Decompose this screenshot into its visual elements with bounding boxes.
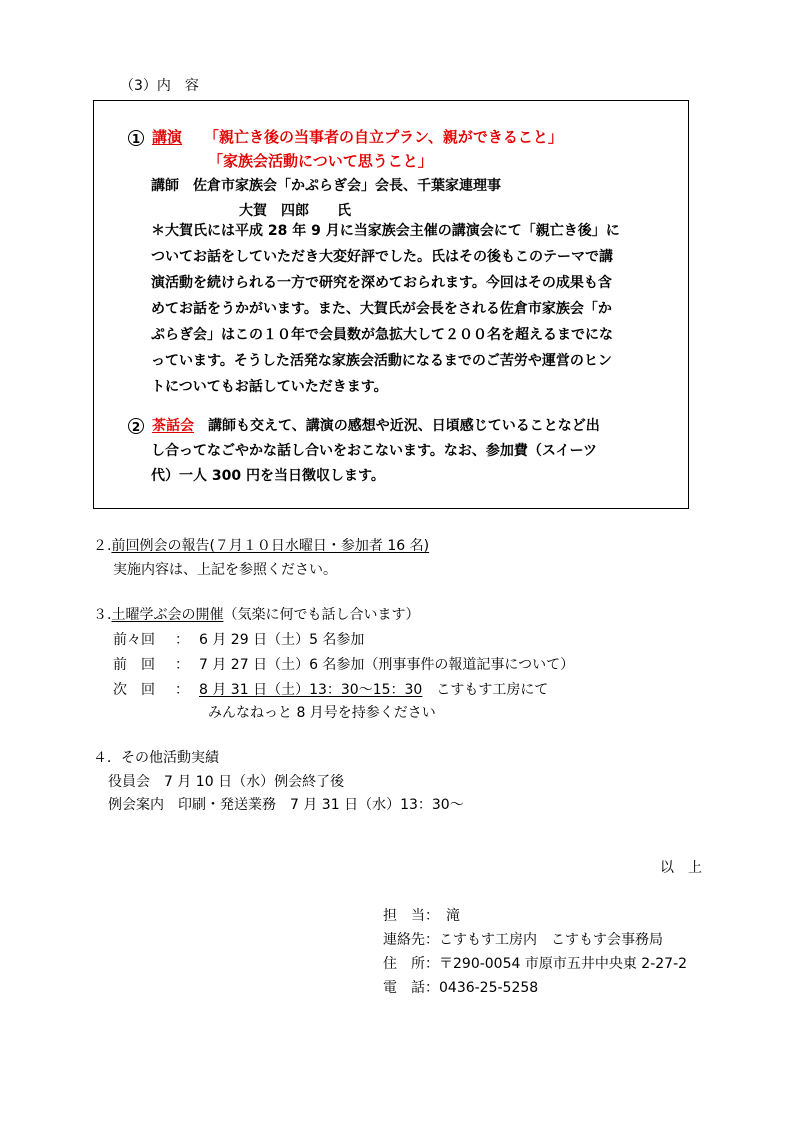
row-colon: ： [175,657,189,673]
lecturer-line1: 講師 佐倉市家族会「かぷらぎ会」会長、千葉家連理事 [151,178,501,194]
item1-title1: 「親亡き後の当事者の自立プラン、親ができること」 [204,128,563,146]
desc-line: めてお話をうかがいます。また、大賀氏が会長をされる佐倉市家族会「か [151,301,612,317]
report-heading [93,538,429,554]
lecturer-name: 大賀 四郎 氏 [239,203,351,219]
report-paren: (７月１０日水曜日・参加者 16 名) [209,538,430,554]
row-text-underlined: 8 月 31 日（土）13：30～15：30 [199,682,423,698]
row-colon: ： [175,682,189,698]
saturday-prefix: ３. [93,607,112,623]
other-line1: 役員会 7 月 10 日（水）例会終了後 [108,774,345,790]
other-line2: 例会案内 印刷・発送業務 7 月 31 日（水）13：30～ [108,797,464,813]
row-label: 前々回 [113,632,155,648]
item1-title-line2: 「家族会活動について思うこと」 [208,152,433,170]
item2-line1-text: 講師も交えて、講演の感想や近況、日頃感じていることなど出 [194,418,600,434]
contact-renraku: 連絡先：こすもす工房内 こすもす会事務局 [383,932,663,948]
saturday-heading [93,607,419,623]
item1-desc [151,218,620,400]
report-body: 実施内容は、上記を参照ください。 [113,562,337,578]
contact-denwa: 電 話：0436-25-5258 [383,980,539,996]
circled-number-1: 1 [128,130,144,146]
item1-title-line1 [128,129,563,146]
row-colon: ： [175,632,189,648]
report-prefix: ２. [93,538,112,554]
item2-line2: し合ってなごやかな話し合いをおこないます。なお、参加費（スイーツ [151,443,598,459]
contact-jusho: 住 所：〒290-0054 市原市五井中央東 2-27-2 [383,956,688,972]
report-title: 前回例会の報告 [111,538,210,554]
saturday-row-next [113,682,548,698]
closing: 以 上 [660,860,702,876]
desc-line: トについてもお話していただきます。 [151,379,388,395]
item2-label: 茶話会 [152,418,194,434]
desc-line: ＊大賀氏には平成 28 年 9 月に当家族会主催の講演会にて「親亡き後」に [151,223,620,239]
desc-line: っています。そうした活発な家族会活動になるまでのご苦労や運営のヒン [151,353,612,369]
row-label: 前 回 [113,657,155,673]
item2-line3: 代）一人 300 円を当日徴収します。 [151,468,385,484]
saturday-title: 土曜学ぶ会の開催 [111,607,224,623]
item1-label: 講演 [152,128,183,146]
row-text: 7 月 27 日（土）6 名参加（刑事事件の報道記事について） [199,657,575,673]
contact-tanto: 担 当： 滝 [383,908,460,924]
row-text-rest: こすもす工房にて [422,682,549,698]
desc-line: 演活動を続けられる一方で研究を深めておられます。今回はその成果も含 [151,275,612,291]
circled-number-2: 2 [128,418,144,434]
row-label: 次 回 [113,682,155,698]
saturday-note: （気楽に何でも話し合います） [223,607,420,623]
saturday-next-note: みんなねっと 8 月号を持参ください [208,705,436,721]
section-heading: （3）内 容 [120,78,199,94]
desc-line: ぷらぎ会」はこの１０年で会員数が急拡大して２００名を超えるまでにな [151,327,613,343]
saturday-row-prev2 [113,632,364,648]
row-text: 6 月 29 日（土）5 名参加 [199,632,365,648]
item2-line1 [128,418,600,434]
desc-line: ついてお話をしていただき大変好評でした。氏はその後もこのテーマで講 [151,249,613,265]
saturday-row-prev [113,657,574,673]
other-heading: ４．その他活動実績 [93,750,219,766]
